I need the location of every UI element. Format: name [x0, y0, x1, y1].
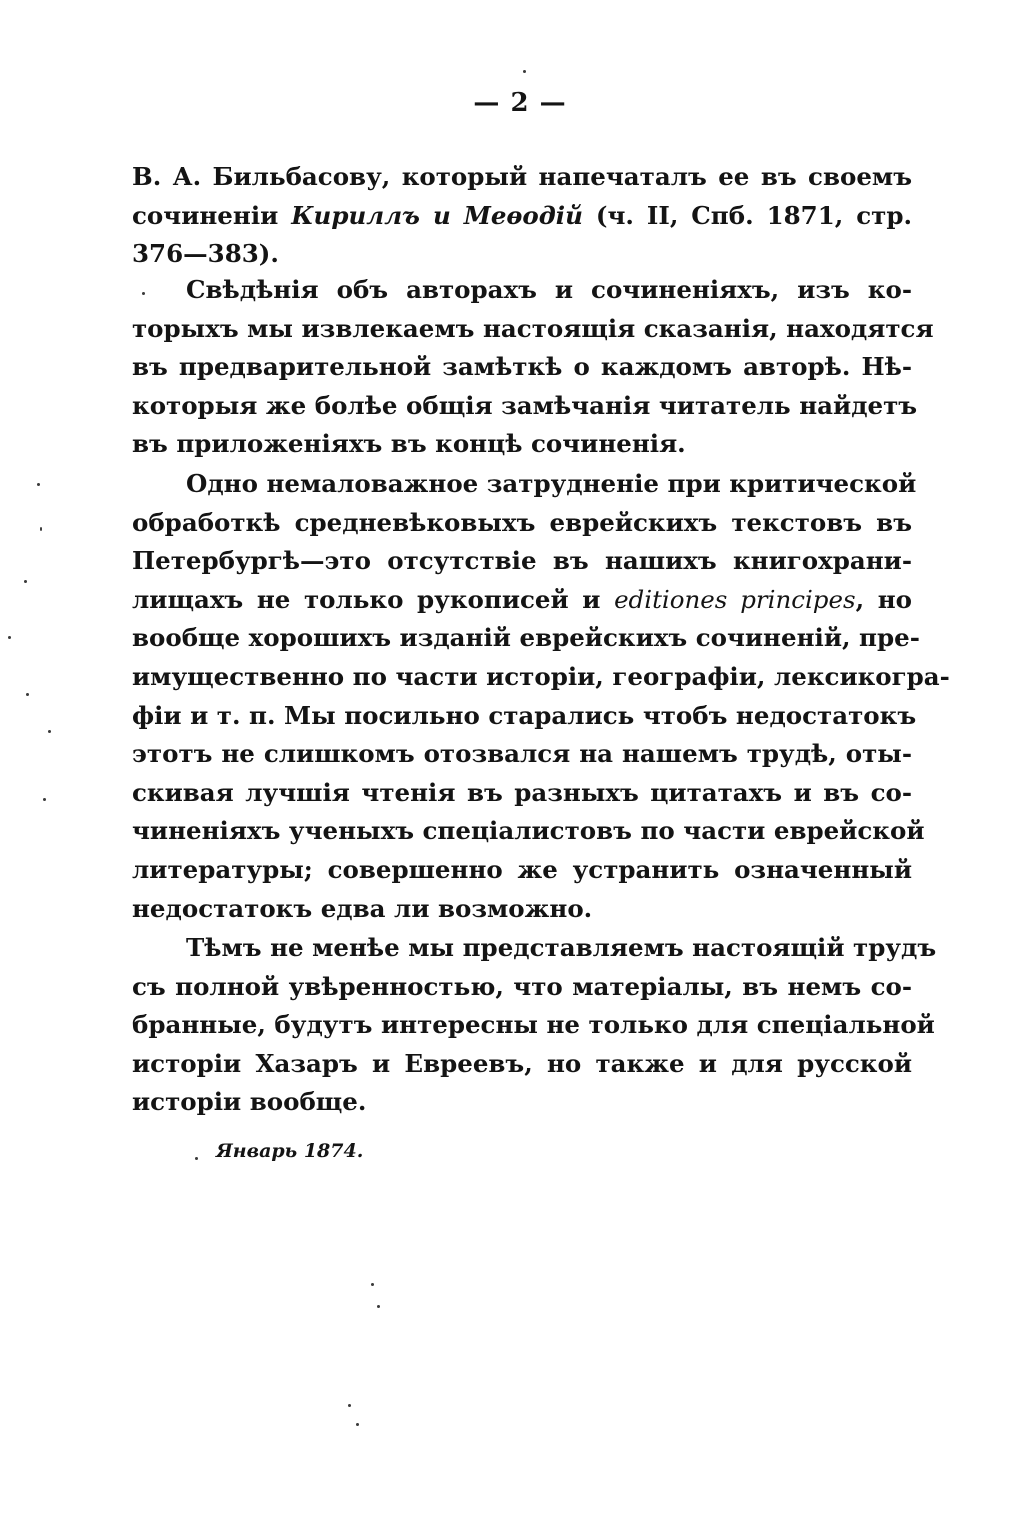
italic-title: Кириллъ и Меѳодій: [291, 200, 583, 230]
line-text: Тѣмъ не менѣе мы представляемъ настоящій трудъ: [186, 933, 937, 962]
paragraph-4: [132, 929, 937, 1122]
text-line: [132, 1083, 912, 1122]
scan-speck: [371, 1283, 374, 1286]
scan-speck: [523, 70, 526, 73]
scan-speck: [356, 1423, 359, 1426]
line-text: , но: [855, 584, 912, 614]
page-number: — 2 —: [473, 88, 567, 118]
line-text: Одно немаловажное затрудненіе при критической: [186, 469, 917, 498]
text-line: [132, 968, 912, 1007]
line-text: бранные, будутъ интересны не только для спеціальной: [132, 1010, 935, 1040]
line-text: имущественно по части исторіи, географіи, лексикогра-: [132, 661, 950, 691]
scan-speck: [195, 1157, 198, 1160]
text-line: [132, 425, 912, 464]
line-text: съ полной увѣренностью, что матеріалы, въ немъ со-: [132, 971, 912, 1001]
line-text: фіи и т. п. Мы посильно старались чтобъ недостатокъ: [132, 700, 917, 730]
text-line: [132, 197, 912, 236]
text-line: [132, 890, 912, 929]
scan-speck: [142, 292, 145, 295]
text-line: [132, 812, 925, 851]
text-line: [132, 235, 912, 274]
text-line: [132, 542, 912, 581]
line-text: Петербургѣ—это отсутствіе въ нашихъ книгохрани-: [132, 546, 912, 576]
scan-speck: [48, 730, 51, 733]
scan-speck: [37, 483, 40, 486]
line-text: чиненіяхъ ученыхъ спеціалистовъ по части еврейской: [132, 816, 925, 846]
line-text: въ предварительной замѣткѣ о каждомъ авторѣ. Нѣ-: [132, 352, 912, 382]
date-signature: Январь 1874.: [216, 1140, 364, 1162]
scan-speck: [8, 636, 11, 639]
line-text: этотъ не слишкомъ отозвался на нашемъ трудѣ, оты-: [132, 739, 912, 769]
text-line: [132, 697, 917, 736]
line-text: въ приложеніяхъ въ концѣ сочиненія.: [132, 429, 686, 459]
text-line: [132, 465, 917, 504]
line-text: сочиненіи: [132, 200, 292, 230]
text-line: [132, 619, 920, 658]
line-text: скивая лучшія чтенія въ разныхъ цитатахъ и въ со-: [132, 777, 912, 807]
paragraph-3: [132, 465, 950, 928]
line-text: недостатокъ едва ли возможно.: [132, 893, 593, 923]
scan-speck: [26, 693, 29, 696]
text-line: [132, 271, 912, 310]
text-line: [132, 735, 912, 774]
paragraph-1: [132, 158, 912, 274]
text-line: [132, 1045, 912, 1084]
line-text: Свѣдѣнія объ авторахъ и сочиненіяхъ, изъ ко-: [186, 275, 912, 304]
line-text: лищахъ не только рукописей и: [132, 584, 615, 614]
line-text: В. А. Бильбасову, который напечаталъ ее въ своемъ: [132, 162, 912, 191]
line-text: исторіи вообще.: [132, 1087, 367, 1117]
scan-speck: [348, 1404, 351, 1407]
line-text: торыхъ мы извлекаемъ настоящія сказанія, находятся: [132, 313, 934, 343]
text-line: [132, 387, 918, 426]
line-text: (ч. II, Спб. 1871, стр.: [582, 200, 913, 230]
paragraph-2: [132, 271, 934, 464]
text-line: [132, 158, 912, 197]
text-line: [132, 1006, 935, 1045]
text-line: [132, 348, 912, 387]
line-text: литературы; совершенно же устранить означенный: [132, 854, 912, 884]
text-line: [132, 581, 912, 620]
line-text: вообще хорошихъ изданій еврейскихъ сочиненій, пре-: [132, 623, 920, 653]
text-line: [132, 774, 912, 813]
line-text: 376—383).: [132, 239, 279, 269]
line-text: обработкѣ средневѣковыхъ еврейскихъ текстовъ въ: [132, 507, 912, 537]
italic-latin-term: editiones principes: [614, 584, 856, 614]
scan-speck: [43, 798, 46, 801]
text-line: [132, 851, 912, 890]
text-line: [132, 310, 934, 349]
text-line: [132, 658, 950, 697]
text-line: [132, 504, 912, 543]
scan-speck: [40, 527, 42, 531]
scan-speck: [24, 580, 27, 583]
line-text: которыя же болѣе общія замѣчанія читатель найдетъ: [132, 390, 918, 420]
text-line: [132, 929, 937, 968]
scan-speck: [377, 1305, 380, 1308]
line-text: исторіи Хазаръ и Евреевъ, но также и для русской: [132, 1048, 912, 1078]
